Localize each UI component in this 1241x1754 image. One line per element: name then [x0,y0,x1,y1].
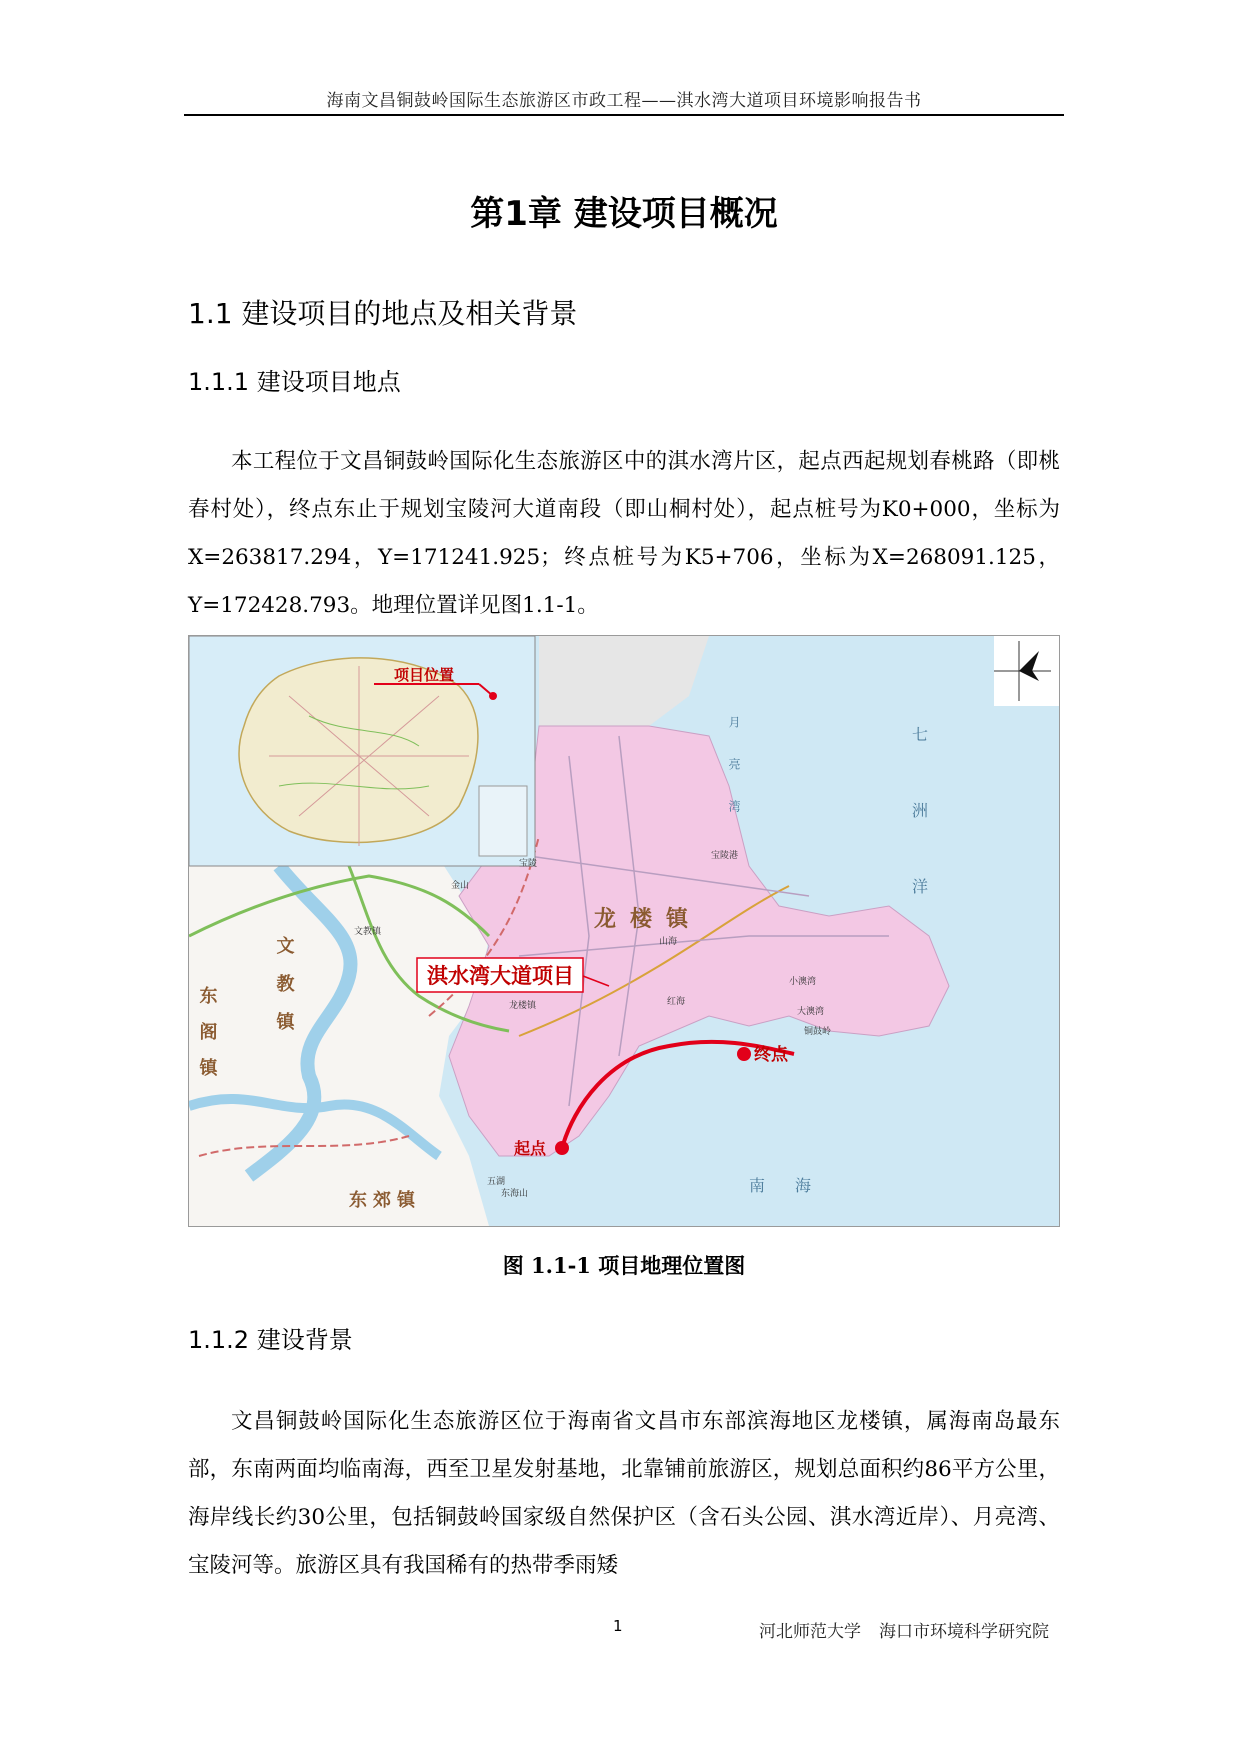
yuewan-sea-label: 月亮湾 [727,716,741,842]
wenjiao-town-label: 文教镇 [273,936,295,1050]
project-label: 淇水湾大道项目 [427,964,574,988]
running-header: 海南文昌铜鼓岭国际生态旅游区市政工程——淇水湾大道项目环境影响报告书 [326,91,922,111]
inset-map [189,636,535,866]
dongjiao-town-label: 东郊镇 [349,1190,421,1211]
north-arrow-icon [994,636,1059,706]
start-point-marker [555,1141,569,1155]
footer-organizations [759,1617,1049,1642]
place-tongguling: 铜鼓岭 [804,1027,832,1037]
footer-org-1: 河北师范大学 [759,1622,861,1642]
paragraph-location: 本工程位于文昌铜鼓岭国际化生态旅游区中的淇水湾片区，起点西起规划春桃路（即桃春村处），终点东止于规划宝陵河大道南段（即山桐村处），起点桩号为K0+000，坐标为X=263817.294，Y=171241.925；终点桩号为K5+706，坐标为X=268091.125，Y=172428.793。地理位置详见图1.1-1。 [188,449,1060,618]
donge-town-label: 东阁镇 [196,986,218,1094]
start-label: 起点 [514,1139,547,1158]
place-longlou: 龙楼镇 [509,1001,537,1011]
place-baolinggang: 宝陵港 [711,851,739,861]
figure-caption: 图 1.1-1 项目地理位置图 [502,1253,746,1278]
place-daao: 大澳湾 [797,1007,825,1017]
place-wenjiao: 文教镇 [354,927,382,937]
section-heading-1-1: 1.1 建设项目的地点及相关背景 [188,297,578,330]
west-land [189,866,489,1226]
header-rule [184,114,1064,116]
place-donghaishan: 东海山 [501,1189,529,1199]
page-number: 1 [613,1617,623,1635]
paragraph-background: 文昌铜鼓岭国际化生态旅游区位于海南省文昌市东部滨海地区龙楼镇，属海南岛最东部，东南两面均临南海，西至卫星发射基地，北靠铺前旅游区，规划总面积约86平方公里，海岸线长约30公里，包括铜鼓岭国家级自然保护区（含石头公园、淇水湾近岸）、月亮湾、宝陵河等。旅游区具有我国稀有的热带季雨矮 [188,1409,1060,1578]
location-map-figure [188,635,1060,1227]
place-baoling: 宝陵 [519,859,538,869]
footer-org-2: 海口市环境科学研究院 [879,1622,1049,1642]
nanhai-sea-label: 南海 [749,1176,842,1195]
end-label: 终点 [754,1045,788,1065]
qizhou-sea-label: 七洲洋 [909,726,929,954]
longlou-town-label: 龙楼镇 [594,906,703,932]
section-heading-1-1-1: 1.1.1 建设项目地点 [188,368,401,396]
end-point-marker [737,1047,751,1061]
inset-project-position-label: 项目位置 [394,666,455,684]
place-xiaoao: 小澳湾 [789,977,817,987]
place-wuhu: 五湖 [487,1177,506,1187]
place-honghai: 红海 [667,997,686,1007]
place-shanhai: 山海 [659,937,678,947]
place-jinshan: 金山 [451,881,470,891]
chapter-title: 第1章 建设项目概况 [470,194,778,234]
section-heading-1-1-2: 1.1.2 建设背景 [188,1326,353,1354]
